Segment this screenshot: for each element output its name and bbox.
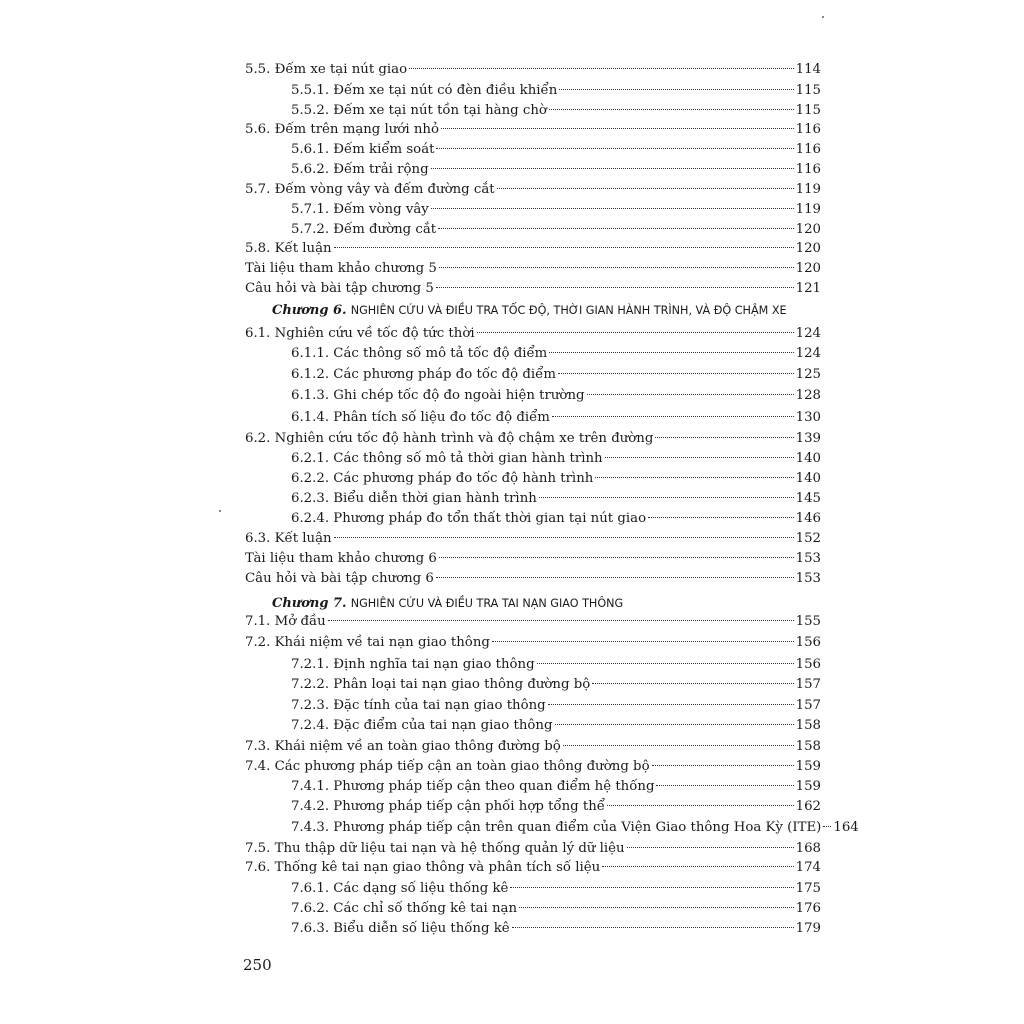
dot-leader xyxy=(436,148,793,149)
dot-leader xyxy=(549,109,794,110)
entry-page-number: 155 xyxy=(795,614,821,629)
entry-page-number: 146 xyxy=(795,511,821,526)
toc-subsection-entry xyxy=(291,409,821,427)
entry-page-number: 156 xyxy=(795,635,821,650)
entry-page-number: 153 xyxy=(795,551,821,566)
toc-subsection-entry xyxy=(291,201,821,219)
dot-leader xyxy=(539,497,794,498)
entry-title: 7.4.1. Phương pháp tiếp cận theo quan điểm hệ thống xyxy=(291,779,655,794)
entry-page-number: 168 xyxy=(795,841,821,856)
chapter-title: NGHIÊN CỨU VÀ ĐIỀU TRA TỐC ĐỘ, THỜI GIAN HÀNH TRÌNH, VÀ ĐỘ CHẬM XE xyxy=(350,304,787,317)
entry-page-number: 124 xyxy=(795,326,821,341)
dot-leader xyxy=(552,416,794,417)
chapter-heading xyxy=(272,302,809,320)
entry-title: 5.8. Kết luận xyxy=(245,241,332,256)
entry-page-number: 157 xyxy=(795,677,821,692)
toc-section-entry xyxy=(245,121,821,139)
dot-leader xyxy=(436,577,794,578)
toc-section-entry xyxy=(245,859,821,877)
entry-page-number: 121 xyxy=(795,281,821,296)
dot-leader xyxy=(595,477,793,478)
toc-section-entry xyxy=(245,570,821,588)
dot-leader xyxy=(656,785,793,786)
entry-page-number: 175 xyxy=(795,881,821,896)
dot-leader xyxy=(592,683,793,684)
toc-subsection-entry xyxy=(291,798,821,816)
toc-subsection-entry xyxy=(291,366,821,384)
entry-title: 6.3. Kết luận xyxy=(245,531,332,546)
dot-leader xyxy=(627,847,794,848)
entry-page-number: 179 xyxy=(795,921,821,936)
entry-title: 5.6. Đếm trên mạng lưới nhỏ xyxy=(245,122,439,137)
entry-title: 7.2.2. Phân loại tai nạn giao thông đường bộ xyxy=(291,677,591,692)
dot-leader xyxy=(537,663,794,664)
entry-title: Câu hỏi và bài tập chương 5 xyxy=(245,281,434,296)
toc-subsection-entry xyxy=(291,345,821,363)
entry-page-number: 119 xyxy=(795,202,821,217)
entry-title: 6.2.3. Biểu diễn thời gian hành trình xyxy=(291,491,537,506)
scan-speck xyxy=(219,510,221,512)
dot-leader xyxy=(431,168,794,169)
dot-leader xyxy=(519,907,794,908)
dot-leader xyxy=(602,866,793,867)
dot-leader xyxy=(477,332,794,333)
dot-leader xyxy=(587,394,794,395)
entry-page-number: 114 xyxy=(795,62,821,77)
scan-speck xyxy=(822,16,824,18)
toc-section-entry xyxy=(245,260,821,278)
chapter-label: Chương 6. xyxy=(272,303,347,318)
toc-subsection-entry xyxy=(291,161,821,179)
dot-leader xyxy=(823,826,831,827)
dot-leader xyxy=(548,704,794,705)
entry-title: 7.5. Thu thập dữ liệu tai nạn và hệ thống quản lý dữ liệu xyxy=(245,841,625,856)
toc-subsection-entry xyxy=(291,717,821,735)
entry-page-number: 159 xyxy=(795,759,821,774)
toc-section-entry xyxy=(245,634,821,652)
entry-page-number: 120 xyxy=(795,222,821,237)
dot-leader xyxy=(328,620,794,621)
toc-section-entry xyxy=(245,181,821,199)
toc-subsection-entry xyxy=(291,490,821,508)
entry-page-number: 140 xyxy=(795,471,821,486)
dot-leader xyxy=(436,287,794,288)
entry-title: 5.7.1. Đếm vòng vây xyxy=(291,202,429,217)
dot-leader xyxy=(334,537,794,538)
entry-page-number: 145 xyxy=(795,491,821,506)
entry-page-number: 116 xyxy=(795,122,821,137)
entry-title: 7.4.3. Phương pháp tiếp cận trên quan điểm của Viện Giao thông Hoa Kỳ (ITE) xyxy=(291,820,822,835)
dot-leader xyxy=(438,228,793,229)
entry-page-number: 115 xyxy=(795,83,821,98)
entry-page-number: 153 xyxy=(795,571,821,586)
entry-page-number: 115 xyxy=(795,103,821,118)
entry-title: 7.2.1. Định nghĩa tai nạn giao thông xyxy=(291,657,535,672)
entry-title: 5.5. Đếm xe tại nút giao xyxy=(245,62,408,77)
entry-page-number: 159 xyxy=(795,779,821,794)
entry-title: 6.2.1. Các thông số mô tả thời gian hành trình xyxy=(291,451,603,466)
entry-page-number: 158 xyxy=(795,739,821,754)
entry-title: 5.5.2. Đếm xe tại nút tồn tại hàng chờ xyxy=(291,103,547,118)
entry-page-number: 164 xyxy=(833,820,859,835)
toc-subsection-entry xyxy=(291,221,821,239)
dot-leader xyxy=(605,457,794,458)
entry-title: 6.1.3. Ghi chép tốc độ đo ngoài hiện trường xyxy=(291,388,585,403)
toc-subsection-entry xyxy=(291,450,821,468)
entry-page-number: 116 xyxy=(795,142,821,157)
entry-page-number: 157 xyxy=(795,698,821,713)
toc-subsection-entry xyxy=(291,778,821,796)
toc-subsection-entry xyxy=(291,920,821,938)
entry-title: Câu hỏi và bài tập chương 6 xyxy=(245,571,434,586)
toc-subsection-entry xyxy=(291,676,821,694)
entry-title: Tài liệu tham khảo chương 6 xyxy=(245,551,437,566)
entry-title: 7.4. Các phương pháp tiếp cận an toàn giao thông đường bộ xyxy=(245,759,650,774)
toc-subsection-entry xyxy=(291,387,821,405)
entry-title: 6.2.4. Phương pháp đo tổn thất thời gian tại nút giao xyxy=(291,511,647,526)
entry-page-number: 156 xyxy=(795,657,821,672)
entry-title: 7.2.3. Đặc tính của tai nạn giao thông xyxy=(291,698,546,713)
entry-title: 7.3. Khái niệm về an toàn giao thông đường bộ xyxy=(245,739,561,754)
dot-leader xyxy=(512,927,794,928)
entry-page-number: 162 xyxy=(795,799,821,814)
entry-page-number: 130 xyxy=(795,410,821,425)
chapter-title: NGHIÊN CỨU VÀ ĐIỀU TRA TAI NẠN GIAO THÔNG xyxy=(350,597,624,610)
toc-section-entry xyxy=(245,738,821,756)
toc-section-entry xyxy=(245,840,821,858)
toc-subsection-entry xyxy=(291,819,859,837)
dot-leader xyxy=(648,517,794,518)
dot-leader xyxy=(510,887,793,888)
toc-section-entry xyxy=(245,325,821,343)
entry-page-number: 120 xyxy=(795,261,821,276)
entry-title: 7.1. Mở đầu xyxy=(245,614,326,629)
entry-title: 5.6.1. Đếm kiểm soát xyxy=(291,142,435,157)
entry-title: 7.4.2. Phương pháp tiếp cận phối hợp tổng thể xyxy=(291,799,605,814)
toc-section-entry xyxy=(245,61,821,79)
toc-section-entry xyxy=(245,280,821,298)
dot-leader xyxy=(492,641,794,642)
entry-page-number: 158 xyxy=(795,718,821,733)
toc-subsection-entry xyxy=(291,510,821,528)
page-number: 250 xyxy=(243,956,272,974)
dot-leader xyxy=(559,89,793,90)
entry-title: 7.2. Khái niệm về tai nạn giao thông xyxy=(245,635,490,650)
chapter-heading xyxy=(272,595,809,613)
dot-leader xyxy=(652,765,794,766)
entry-title: 6.2.2. Các phương pháp đo tốc độ hành trình xyxy=(291,471,594,486)
entry-title: 6.1.4. Phân tích số liệu đo tốc độ điểm xyxy=(291,410,550,425)
entry-page-number: 152 xyxy=(795,531,821,546)
dot-leader xyxy=(431,208,794,209)
entry-title: 7.2.4. Đặc điểm của tai nạn giao thông xyxy=(291,718,553,733)
dot-leader xyxy=(555,724,794,725)
entry-title: 6.1.2. Các phương pháp đo tốc độ điểm xyxy=(291,367,556,382)
entry-title: 7.6.3. Biểu diễn số liệu thống kê xyxy=(291,921,510,936)
dot-leader xyxy=(607,805,794,806)
toc-subsection-entry xyxy=(291,82,821,100)
entry-page-number: 120 xyxy=(795,241,821,256)
toc-section-entry xyxy=(245,613,821,631)
dot-leader xyxy=(439,557,794,558)
dot-leader xyxy=(497,188,794,189)
dot-leader xyxy=(655,437,793,438)
dot-leader xyxy=(563,745,794,746)
entry-title: Tài liệu tham khảo chương 5 xyxy=(245,261,437,276)
entry-page-number: 116 xyxy=(795,162,821,177)
toc-subsection-entry xyxy=(291,656,821,674)
entry-page-number: 174 xyxy=(795,860,821,875)
toc-section-entry xyxy=(245,550,821,568)
dot-leader xyxy=(409,68,794,69)
toc-section-entry xyxy=(245,758,821,776)
toc-section-entry xyxy=(245,240,821,258)
dot-leader xyxy=(334,247,794,248)
entry-page-number: 128 xyxy=(795,388,821,403)
entry-title: 6.2. Nghiên cứu tốc độ hành trình và độ chậm xe trên đường xyxy=(245,431,654,446)
entry-title: 6.1. Nghiên cứu về tốc độ tức thời xyxy=(245,326,475,341)
entry-title: 5.7.2. Đếm đường cắt xyxy=(291,222,437,237)
toc-subsection-entry xyxy=(291,880,821,898)
entry-page-number: 119 xyxy=(795,182,821,197)
toc-section-entry xyxy=(245,430,821,448)
entry-page-number: 139 xyxy=(795,431,821,446)
toc-section-entry xyxy=(245,530,821,548)
toc-subsection-entry xyxy=(291,697,821,715)
entry-page-number: 125 xyxy=(795,367,821,382)
entry-page-number: 176 xyxy=(795,901,821,916)
entry-title: 7.6. Thống kê tai nạn giao thông và phân tích số liệu xyxy=(245,860,601,875)
entry-title: 5.6.2. Đếm trải rộng xyxy=(291,162,429,177)
entry-title: 7.6.1. Các dạng số liệu thống kê xyxy=(291,881,509,896)
toc-subsection-entry xyxy=(291,102,821,120)
chapter-label: Chương 7. xyxy=(272,596,347,611)
toc-subsection-entry xyxy=(291,900,821,918)
entry-title: 7.6.2. Các chỉ số thống kê tai nạn xyxy=(291,901,518,916)
entry-page-number: 140 xyxy=(795,451,821,466)
toc-subsection-entry xyxy=(291,141,821,159)
toc-subsection-entry xyxy=(291,470,821,488)
dot-leader xyxy=(441,128,794,129)
dot-leader xyxy=(549,352,793,353)
entry-title: 5.7. Đếm vòng vây và đếm đường cắt xyxy=(245,182,495,197)
dot-leader xyxy=(558,373,794,374)
entry-title: 5.5.1. Đếm xe tại nút có đèn điều khiển xyxy=(291,83,558,98)
dot-leader xyxy=(439,267,794,268)
entry-title: 6.1.1. Các thông số mô tả tốc độ điểm xyxy=(291,346,548,361)
entry-page-number: 124 xyxy=(795,346,821,361)
